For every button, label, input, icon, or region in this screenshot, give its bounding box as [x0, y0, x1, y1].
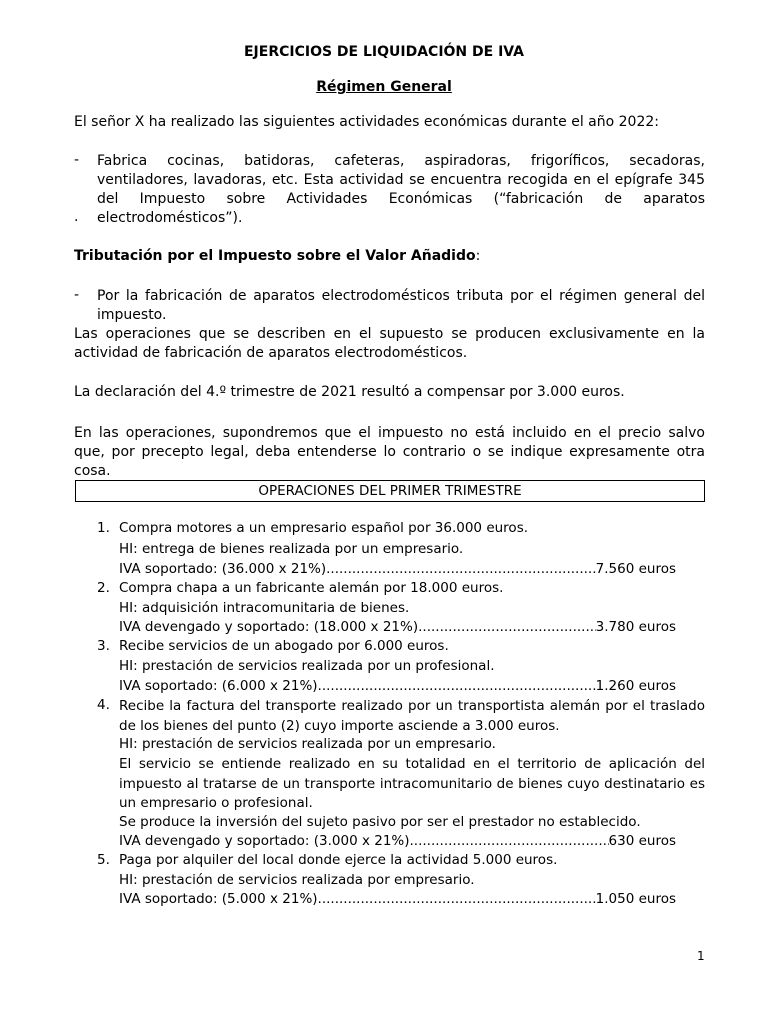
operation-calc-label: IVA devengado y soportado: (18.000 x 21%): [119, 619, 419, 635]
tributacion-item: Por la fabricación de aparatos electrodomésticos tributa por el régimen general del impuesto.: [97, 288, 705, 323]
leader-dots: [318, 891, 596, 907]
operation-calc-label: IVA soportado: (6.000 x 21%): [119, 678, 318, 694]
operation-number: 2.: [97, 580, 110, 596]
operation-text: Recibe servicios de un abogado por 6.000 euros.: [119, 638, 449, 654]
operation-hi: HI: entrega de bienes realizada por un empresario.: [119, 541, 464, 557]
operation-hi: HI: prestación de servicios realizada por empresario.: [119, 872, 475, 888]
operation-text: Compra motores a un empresario español por 36.000 euros.: [119, 520, 529, 536]
leader-dots: [318, 678, 596, 694]
operation-calc-label: IVA soportado: (5.000 x 21%): [119, 891, 318, 907]
intro-paragraph: El señor X ha realizado las siguientes actividades económicas durante el año 2022:: [74, 114, 659, 130]
operation-amount: 3.780 euros: [595, 619, 676, 635]
operation-number: 5.: [97, 852, 110, 868]
operation-calc-line: [119, 561, 676, 577]
operation-hi: HI: prestación de servicios realizada por un profesional.: [119, 658, 495, 674]
operation-number: 4.: [97, 697, 110, 713]
operaciones-note: Las operaciones que se describen en el supuesto se producen exclusivamente en la actividad de fabricación de aparatos electrodomésticos.: [74, 326, 705, 361]
operation-calc-line: [119, 833, 676, 849]
stray-dot: .: [74, 209, 79, 225]
section-header-box: OPERACIONES DEL PRIMER TRIMESTRE: [75, 480, 705, 502]
operation-extra-note: Se produce la inversión del sujeto pasivo por ser el prestador no establecido.: [119, 814, 641, 830]
operation-text: Paga por alquiler del local donde ejerce la actividad 5.000 euros.: [119, 852, 558, 868]
operation-calc-line: [119, 891, 676, 907]
operation-number: 3.: [97, 638, 110, 654]
operation-amount: 630 euros: [608, 833, 676, 849]
tributacion-colon: :: [475, 248, 481, 264]
leader-dots: [326, 561, 596, 577]
operation-text: Compra chapa a un fabricante alemán por 18.000 euros.: [119, 580, 504, 596]
supuesto-note: En las operaciones, supondremos que el impuesto no está incluido en el precio salvo que, por precepto legal, deba entenderse lo contrario o se indique expresamente otra cosa.: [74, 425, 705, 479]
operation-amount: 1.050 euros: [595, 891, 676, 907]
activity-dash: -: [74, 152, 80, 168]
tributacion-heading-text: Tributación por el Impuesto sobre el Valor Añadido: [74, 248, 476, 264]
operation-amount: 7.560 euros: [595, 561, 676, 577]
operation-calc-label: IVA soportado: (36.000 x 21%): [119, 561, 327, 577]
operation-calc-label: IVA devengado y soportado: (3.000 x 21%): [119, 833, 410, 849]
operation-calc-line: [119, 619, 676, 635]
leader-dots: [410, 833, 609, 849]
document-title: EJERCICIOS DE LIQUIDACIÓN DE IVA: [243, 44, 525, 60]
page-number: 1: [697, 949, 705, 963]
operation-hi: HI: prestación de servicios realizada por un empresario.: [119, 736, 496, 752]
declaracion-paragraph: La declaración del 4.º trimestre de 2021 resultó a compensar por 3.000 euros.: [74, 384, 625, 400]
operation-hi: HI: adquisición intracomunitaria de bienes.: [119, 600, 410, 616]
tributacion-heading: [74, 248, 480, 264]
operation-text: Recibe la factura del transporte realizado por un transportista alemán por el traslado de los bienes del punto (2) cuyo importe asciende a 3.000 euros.: [119, 698, 705, 734]
tributacion-dash: -: [74, 287, 80, 303]
document-subtitle: Régimen General: [316, 79, 452, 95]
operation-number: 1.: [97, 520, 110, 536]
leader-dots: [418, 619, 596, 635]
operation-amount: 1.260 euros: [595, 678, 676, 694]
operation-calc-line: [119, 678, 676, 694]
operation-extra-explanation: El servicio se entiende realizado en su totalidad en el territorio de aplicación del impuesto al tratarse de un transporte intracomunitario de bienes cuyo destinatario es un empresario o profesional.: [119, 756, 705, 811]
activity-description: Fabrica cocinas, batidoras, cafeteras, aspiradoras, frigoríficos, secadoras, ventiladores, lavadoras, etc. Esta actividad se encuentra recogida en el epígrafe 345 del Impuesto sobre Actividades Económicas (“fabricación de aparatos electrodomésticos”).: [97, 153, 705, 226]
